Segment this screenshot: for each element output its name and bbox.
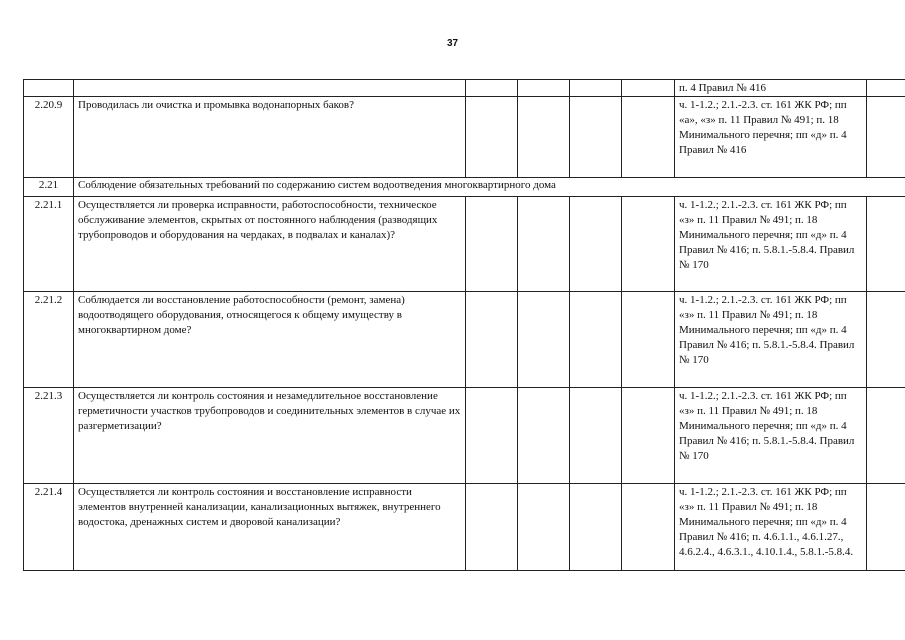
- item-number: 2.21.1: [24, 197, 74, 292]
- item-question: Осуществляется ли контроль состояния и восстановление исправности элементов внутренней канализации, канализационных вытяжек, внутреннего водостока, дренажных систем и дворовой канализации?: [74, 484, 466, 571]
- answer-na-cell: [570, 292, 622, 388]
- item-number: 2.20.9: [24, 97, 74, 178]
- answer-na-cell: [570, 80, 622, 97]
- item-legal-reference: ч. 1-1.2.; 2.1.-2.3. ст. 161 ЖК РФ; пп «з» п. 11 Правил № 491; п. 18 Минимального перечня; пп «д» п. 4 Правил № 416; п. 5.8.1.-5.8.4. Правил № 170: [675, 292, 867, 388]
- section-row: [24, 178, 905, 197]
- answer-extra-cell: [622, 388, 675, 484]
- answer-yes-cell: [466, 97, 518, 178]
- item-question: Осуществляется ли проверка исправности, работоспособности, техническое обслуживание элементов, скрытых от постоянного наблюдения (разводящих трубопроводов и оборудования на чердаках, в подвалах и каналах)?: [74, 197, 466, 292]
- answer-extra-cell: [622, 484, 675, 571]
- answer-na-cell: [570, 197, 622, 292]
- section-title: Соблюдение обязательных требований по содержанию систем водоотведения многоквартирного дома: [74, 178, 905, 197]
- table-row: [24, 80, 905, 97]
- note-cell: [867, 97, 905, 178]
- answer-na-cell: [570, 484, 622, 571]
- table-row: [24, 484, 905, 571]
- answer-extra-cell: [622, 292, 675, 388]
- item-number: 2.21.4: [24, 484, 74, 571]
- item-legal-reference: ч. 1-1.2.; 2.1.-2.3. ст. 161 ЖК РФ; пп «з» п. 11 Правил № 491; п. 18 Минимального перечня; пп «д» п. 4 Правил № 416; п. 4.6.1.1., 4.6.1.27., 4.6.2.4., 4.6.3.1., 4.10.1.4., 5.8.1.-5.8.4.: [675, 484, 867, 571]
- note-cell: [867, 80, 905, 97]
- item-number: 2.21.3: [24, 388, 74, 484]
- answer-extra-cell: [622, 97, 675, 178]
- table-row: [24, 388, 905, 484]
- answer-yes-cell: [466, 197, 518, 292]
- answer-na-cell: [570, 97, 622, 178]
- item-number: 2.21.2: [24, 292, 74, 388]
- item-legal-reference: ч. 1-1.2.; 2.1.-2.3. ст. 161 ЖК РФ; пп «з» п. 11 Правил № 491; п. 18 Минимального перечня; пп «д» п. 4 Правил № 416; п. 5.8.1.-5.8.4. Правил № 170: [675, 388, 867, 484]
- item-legal-reference: п. 4 Правил № 416: [675, 80, 867, 97]
- answer-yes-cell: [466, 80, 518, 97]
- section-number: 2.21: [24, 178, 74, 197]
- table-row: [24, 97, 905, 178]
- item-number: [24, 80, 74, 97]
- table-row: [24, 197, 905, 292]
- item-question: Соблюдается ли восстановление работоспособности (ремонт, замена) водоотводящего оборудования, относящегося к общему имуществу в многоквартирном доме?: [74, 292, 466, 388]
- item-question: Проводилась ли очистка и промывка водонапорных баков?: [74, 97, 466, 178]
- answer-extra-cell: [622, 197, 675, 292]
- note-cell: [867, 388, 905, 484]
- page-number: 37: [446, 38, 459, 49]
- item-legal-reference: ч. 1-1.2.; 2.1.-2.3. ст. 161 ЖК РФ; пп «з» п. 11 Правил № 491; п. 18 Минимального перечня; пп «д» п. 4 Правил № 416; п. 5.8.1.-5.8.4. Правил № 170: [675, 197, 867, 292]
- answer-no-cell: [518, 484, 570, 571]
- item-legal-reference: ч. 1-1.2.; 2.1.-2.3. ст. 161 ЖК РФ; пп «а», «з» п. 11 Правил № 491; п. 18 Минимального перечня; пп «д» п. 4 Правил № 416: [675, 97, 867, 178]
- answer-no-cell: [518, 292, 570, 388]
- checklist-table: [23, 79, 905, 571]
- note-cell: [867, 484, 905, 571]
- answer-no-cell: [518, 197, 570, 292]
- note-cell: [867, 292, 905, 388]
- answer-yes-cell: [466, 388, 518, 484]
- item-question: Осуществляется ли контроль состояния и незамедлительное восстановление герметичности участков трубопроводов и соединительных элементов в случае их разгерметизации?: [74, 388, 466, 484]
- answer-extra-cell: [622, 80, 675, 97]
- answer-no-cell: [518, 97, 570, 178]
- answer-yes-cell: [466, 292, 518, 388]
- answer-no-cell: [518, 388, 570, 484]
- table-row: [24, 292, 905, 388]
- item-question: [74, 80, 466, 97]
- note-cell: [867, 197, 905, 292]
- answer-no-cell: [518, 80, 570, 97]
- answer-yes-cell: [466, 484, 518, 571]
- answer-na-cell: [570, 388, 622, 484]
